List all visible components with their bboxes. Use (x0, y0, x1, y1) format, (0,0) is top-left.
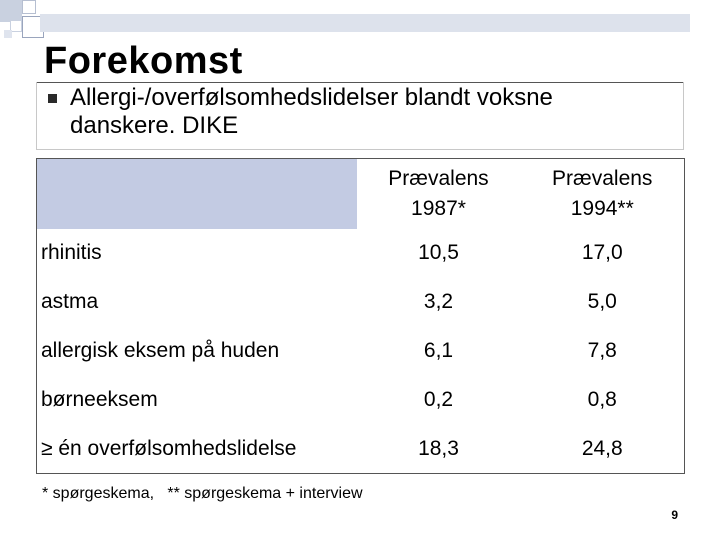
value-1987: 0,2 (423, 388, 454, 411)
row-label: børneeksem (41, 388, 158, 411)
table-row (37, 327, 685, 376)
decor-square-5 (4, 30, 12, 38)
value-1994: 7,8 (587, 339, 617, 362)
row-label: astma (41, 290, 99, 313)
bullet-square-icon (48, 94, 57, 103)
bullet-text (70, 84, 670, 140)
decor-square-1 (0, 0, 22, 22)
header-1987-line2: 1987* (411, 196, 466, 220)
header-blank-cell (37, 159, 357, 229)
value-1987: 10,5 (418, 241, 459, 264)
value-1994: 5,0 (587, 290, 617, 313)
slide-title: Forekomst (44, 40, 243, 82)
table-row (37, 229, 685, 278)
header-1987 (357, 159, 521, 229)
page-number: 9 (671, 508, 678, 522)
decor-top-bar (40, 14, 690, 32)
value-1987: 18,3 (418, 436, 459, 460)
row-label: allergisk eksem på huden (41, 339, 280, 362)
header-1994 (521, 159, 685, 229)
table-row (37, 425, 685, 474)
value-1987: 3,2 (423, 290, 454, 313)
value-1994: 0,8 (587, 388, 617, 411)
value-1987: 6,1 (423, 339, 454, 362)
bullet-line-1: Allergi-/overfølsomhedslidelser blandt voksne (70, 84, 553, 111)
prevalence-table (36, 158, 685, 474)
row-label: ≥ én overfølsomhedslidelse (41, 436, 297, 460)
value-1994: 17,0 (581, 241, 623, 264)
footnote: * spørgeskema, ** spørgeskema + interview (42, 485, 363, 502)
table-header-row (37, 159, 685, 229)
header-1994-line2: 1994** (570, 196, 634, 220)
table-row (37, 376, 685, 425)
value-1994: 24,8 (581, 436, 623, 460)
decor-square-2 (22, 0, 36, 14)
table-row (37, 278, 685, 327)
header-1994-line1: Prævalens (552, 166, 653, 190)
header-1987-line1: Prævalens (388, 166, 489, 190)
bullet-line-2: danskere. DIKE (70, 112, 239, 139)
row-label: rhinitis (41, 241, 102, 264)
